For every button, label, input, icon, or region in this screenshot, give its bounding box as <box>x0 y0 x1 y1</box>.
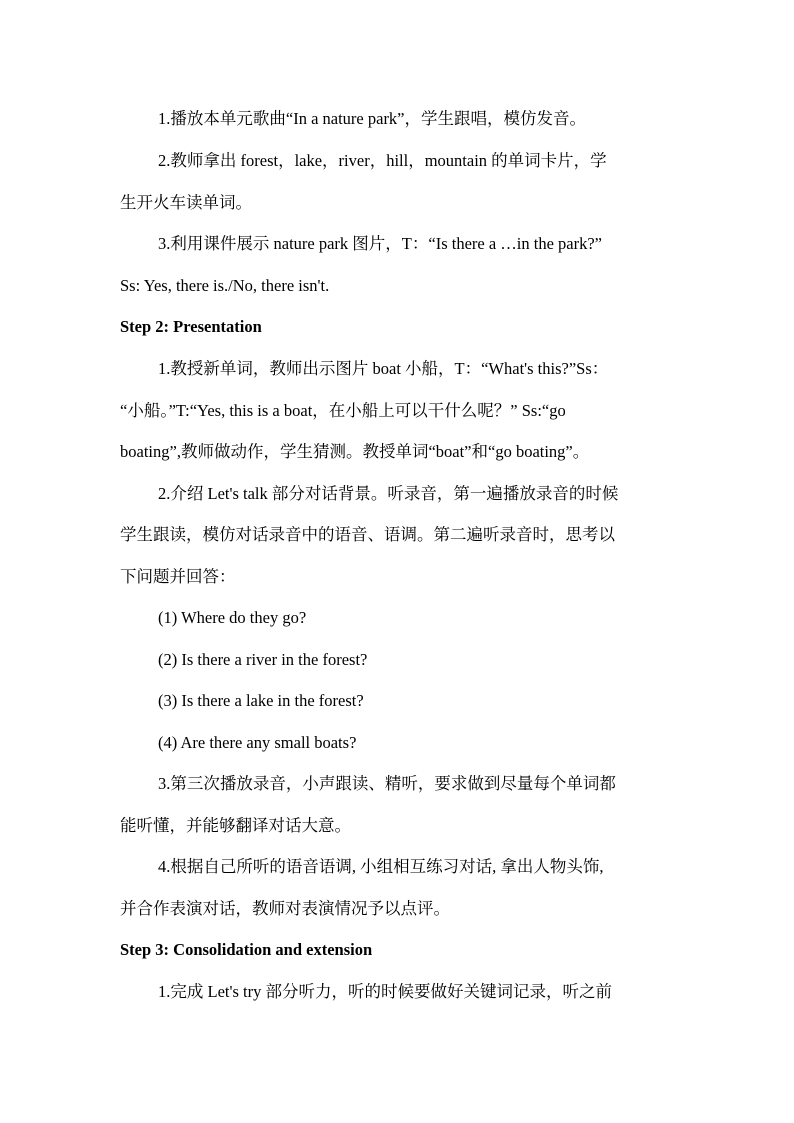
question-2: (2) Is there a river in the forest? <box>158 650 368 669</box>
question-3: (3) Is there a lake in the forest? <box>158 691 364 710</box>
step2-paragraph-2-line-1: 2.介绍 Let's talk 部分对话背景。听录音，第一遍播放录音的时候 <box>158 484 619 503</box>
step2-paragraph-1-line-2: “小船。”T:“Yes, this is a boat，在小船上可以干什么呢？” Ss:“go <box>120 401 566 420</box>
intro-paragraph-1: 1.播放本单元歌曲“In a nature park”，学生跟唱，模仿发音。 <box>158 109 587 128</box>
step2-paragraph-2-line-3: 下问题并回答： <box>120 567 236 586</box>
question-4: (4) Are there any small boats? <box>158 733 357 752</box>
step2-paragraph-4-line-1: 4.根据自己所听的语音语调, 小组相互练习对话, 拿出人物头饰, <box>158 857 604 876</box>
question-1: (1) Where do they go? <box>158 608 307 627</box>
step2-paragraph-1-line-1: 1.教授新单词，教师出示图片 boat 小船，T：“What's this?”Ss： <box>158 359 609 378</box>
step2-paragraph-3-line-2: 能听懂，并能够翻译对话大意。 <box>120 816 351 835</box>
step2-heading: Step 2: Presentation <box>120 317 262 336</box>
step2-paragraph-4-line-2: 并合作表演对话，教师对表演情况予以点评。 <box>120 899 450 918</box>
intro-paragraph-3-line-1: 3.利用课件展示 nature park 图片，T：“Is there a …in the park?” <box>158 234 602 253</box>
step2-paragraph-3-line-1: 3.第三次播放录音，小声跟读、精听，要求做到尽量每个单词都 <box>158 774 616 793</box>
intro-paragraph-2-line-1: 2.教师拿出 forest，lake，river，hill，mountain 的单词卡片，学 <box>158 151 607 170</box>
step3-paragraph-1-line-1: 1.完成 Let's try 部分听力，听的时候要做好关键词记录，听之前 <box>158 982 612 1001</box>
intro-paragraph-2-line-2: 生开火车读单词。 <box>120 193 252 212</box>
intro-paragraph-3-line-2: Ss: Yes, there is./No, there isn't. <box>120 276 330 295</box>
step3-heading: Step 3: Consolidation and extension <box>120 940 373 959</box>
step2-paragraph-2-line-2: 学生跟读，模仿对话录音中的语音、语调。第二遍听录音时，思考以 <box>120 525 615 544</box>
step2-paragraph-1-line-3: boating”,教师做动作，学生猜测。教授单词“boat”和“go boating”。 <box>120 442 590 461</box>
